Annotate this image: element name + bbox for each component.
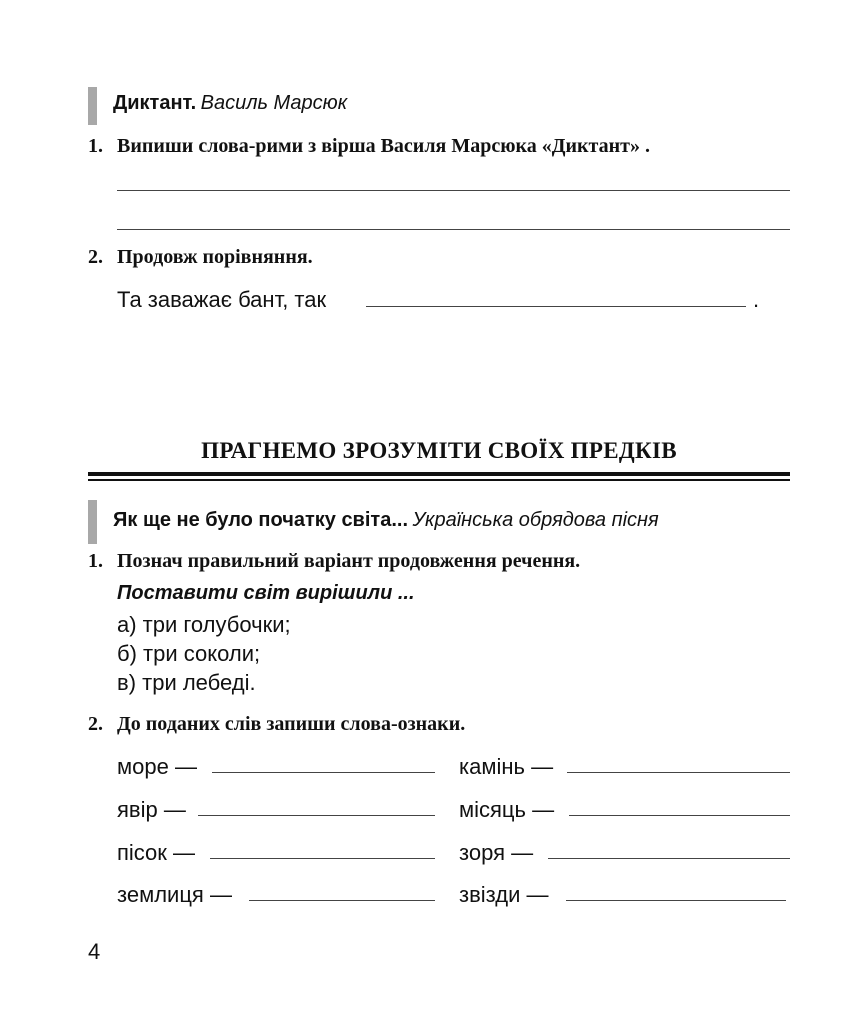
word-label: явір —: [117, 797, 186, 822]
task-number: 2.: [88, 246, 103, 268]
word-label: море —: [117, 754, 197, 779]
section-author: Василь Марсюк: [200, 92, 348, 114]
section-marker-bar: [88, 87, 97, 125]
word-label: звізди —: [459, 882, 549, 907]
heading-rule-thin: [88, 479, 790, 481]
word-answer-line[interactable]: [566, 900, 786, 901]
section-header: [113, 92, 347, 115]
section-header: [113, 509, 659, 532]
word-label: камінь —: [459, 754, 554, 779]
word-answer-line[interactable]: [567, 772, 790, 773]
word-answer-line[interactable]: [198, 815, 435, 816]
option-a[interactable]: а) три голубочки;: [117, 612, 291, 637]
section-title: Як ще не було початку світа...: [113, 509, 408, 531]
section-marker-bar: [88, 500, 97, 544]
option-b[interactable]: б) три соколи;: [117, 641, 261, 666]
task-instruction: Випиши слова-рими з вірша Василя Марсюка «Диктант» .: [117, 135, 650, 157]
option-c[interactable]: в) три лебеді.: [117, 670, 256, 695]
word-answer-line[interactable]: [569, 815, 790, 816]
task-instruction: Познач правильний варіант продовження речення.: [117, 550, 581, 572]
word-answer-line[interactable]: [212, 772, 435, 773]
word-answer-line[interactable]: [548, 858, 790, 859]
task-number: 1.: [88, 135, 103, 157]
comparison-start: Та заважає бант, так: [117, 287, 327, 312]
word-answer-line[interactable]: [210, 858, 435, 859]
word-label: зоря —: [459, 840, 534, 865]
heading-rule-thick: [88, 472, 790, 476]
word-label: землиця —: [117, 882, 232, 907]
task-instruction: Продовж порівняння.: [117, 246, 313, 268]
comparison-end: .: [753, 287, 760, 312]
word-answer-line[interactable]: [249, 900, 435, 901]
answer-line[interactable]: [117, 190, 790, 191]
task-number: 1.: [88, 550, 103, 572]
section-title: Диктант.: [113, 92, 197, 114]
comparison-answer-line[interactable]: [366, 306, 746, 307]
word-label: пісок —: [117, 840, 196, 865]
task-number: 2.: [88, 713, 103, 735]
sentence-prompt: Поставити світ вирішили ...: [117, 582, 415, 604]
task-instruction: До поданих слів запиши слова-ознаки.: [117, 713, 466, 735]
answer-line[interactable]: [117, 229, 790, 230]
page-number: 4: [88, 939, 101, 964]
chapter-heading: ПРАГНЕМО ЗРОЗУМІТИ СВОЇХ ПРЕДКІВ: [201, 438, 677, 463]
word-label: місяць —: [459, 797, 555, 822]
section-source: Українська обрядова пісня: [412, 509, 659, 531]
